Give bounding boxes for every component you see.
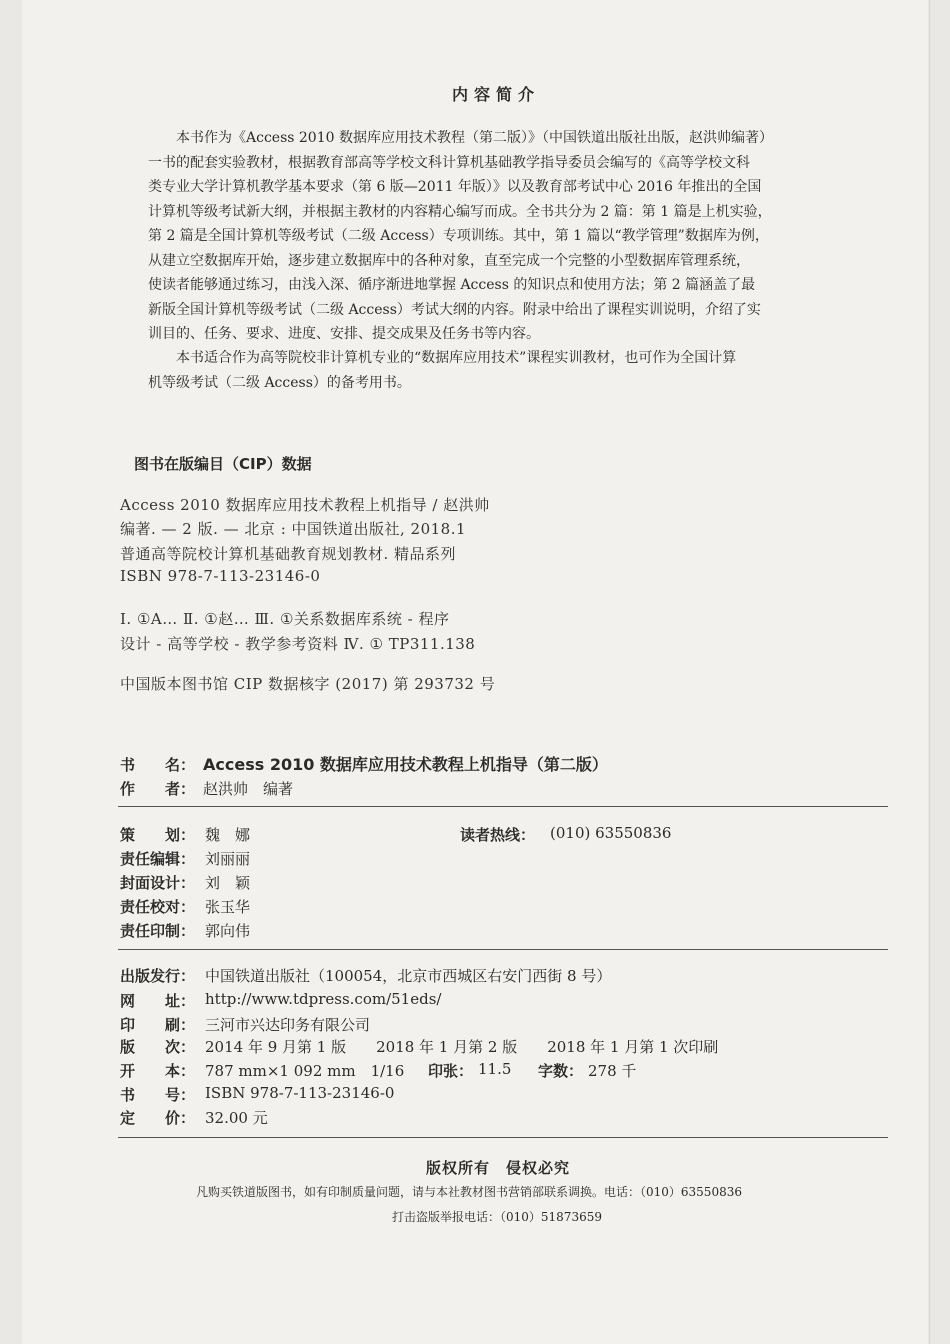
planner-label: 策 划：	[120, 826, 196, 844]
price-label: 定 价：	[120, 1109, 196, 1127]
paragraph-line: 训目的、任务、要求、进度、安排、提交成果及任务书等内容。	[148, 326, 540, 342]
cip-class-line: 设计 - 高等学校 - 教学参考资料 Ⅳ. ① TP311.138	[120, 635, 476, 653]
copyright-notice: 版权所有 侵权必究	[426, 1159, 571, 1177]
editor: 刘丽丽	[205, 850, 251, 868]
hotline: (010) 63550836	[550, 824, 672, 842]
edition: 2014 年 9 月第 1 版 2018 年 1 月第 2 版 2018 年 1 月第 1 次印刷	[205, 1038, 719, 1056]
paragraph-line: 本书适合作为高等院校非计算机专业的“数据库应用技术”课程实训教材，也可作为全国计算	[176, 350, 737, 366]
issuer: 中国铁道出版社（100054，北京市西城区右安门西街 8 号）	[205, 967, 612, 985]
cip-heading: 图书在版编目（CIP）数据	[134, 455, 312, 473]
cip-line: 编著. — 2 版. — 北京 : 中国铁道出版社, 2018.1	[120, 520, 467, 538]
website-label: 网 址：	[120, 992, 196, 1010]
printer-label: 印 刷：	[120, 1016, 196, 1034]
piracy-report-line: 打击盗版举报电话：（010）51873659	[392, 1210, 602, 1224]
cip-line: Access 2010 数据库应用技术教程上机指导 / 赵洪帅	[120, 496, 490, 514]
page-edge	[929, 0, 930, 1344]
print-manager-label: 责任印制：	[120, 922, 196, 940]
paragraph-line: 类专业大学计算机教学基本要求（第 6 版—2011 年版）》以及教育部考试中心 2016 年推出的全国	[148, 179, 762, 195]
hotline-label: 读者热线：	[460, 826, 536, 844]
cip-class-line: Ⅰ. ①A… Ⅱ. ①赵… Ⅲ. ①关系数据库系统 - 程序	[120, 610, 450, 628]
word-count-label: 字数：	[538, 1062, 584, 1080]
intro-paragraph-2	[148, 346, 858, 395]
quality-service-line: 凡购买铁道版图书，如有印制质量问题，请与本社教材图书营销部联系调换。电话：（010）63550836	[196, 1185, 742, 1199]
divider	[118, 1137, 888, 1138]
sheets-label: 印张：	[428, 1062, 474, 1080]
issuer-label: 出版发行：	[120, 967, 196, 985]
format: 787 mm×1 092 mm 1/16	[205, 1062, 405, 1080]
edition-label: 版 次：	[120, 1038, 196, 1056]
sheets: 11.5	[478, 1060, 512, 1078]
paragraph-line: 第 2 篇是全国计算机等级考试（二级 Access）专项训练。其中，第 1 篇以“教学管理”数据库为例，	[148, 228, 769, 244]
paragraph-line: 计算机等级考试新大纲，并根据主教材的内容精心编写而成。全书共分为 2 篇：第 1 篇是上机实验，	[148, 203, 772, 220]
paragraph-line: 一书的配套实验教材，根据教育部高等学校文科计算机基础教学指导委员会编写的《高等学校文科	[148, 154, 750, 171]
isbn-label: 书 号：	[120, 1086, 196, 1104]
book-name: Access 2010 数据库应用技术教程上机指导（第二版）	[203, 755, 608, 774]
cip-line: 普通高等院校计算机基础教育规划教材. 精品系列	[120, 545, 457, 563]
paragraph-line: 从建立空数据库开始，逐步建立数据库中的各种对象，直至完成一个完整的小型数据库管理系统，	[148, 252, 750, 269]
proofreader-label: 责任校对：	[120, 898, 196, 916]
paragraph-line: 新版全国计算机等级考试（二级 Access）考试大纲的内容。附录中给出了课程实训说明，介绍了实	[148, 301, 761, 318]
cover-designer-label: 封面设计：	[120, 874, 196, 892]
divider	[118, 949, 888, 950]
intro-paragraph-1	[148, 126, 858, 347]
author: 赵洪帅 编著	[203, 780, 294, 798]
print-manager: 郭向伟	[205, 922, 251, 940]
website: http://www.tdpress.com/51eds/	[205, 990, 442, 1008]
paragraph-line: 使读者能够通过练习，由浅入深、循序渐进地掌握 Access 的知识点和使用方法；第 2 篇涵盖了最	[148, 277, 756, 293]
cover-designer: 刘 颖	[205, 874, 251, 892]
paragraph-line: 本书作为《Access 2010 数据库应用技术教程（第二版）》（中国铁道出版社出版，赵洪帅编著）	[176, 130, 773, 146]
divider	[118, 806, 888, 807]
paragraph-line: 机等级考试（二级 Access）的备考用书。	[148, 374, 411, 391]
planner: 魏 娜	[205, 826, 251, 844]
author-label: 作 者：	[120, 780, 196, 798]
editor-label: 责任编辑：	[120, 850, 196, 868]
format-label: 开 本：	[120, 1062, 196, 1080]
intro-title: 内容简介	[452, 85, 541, 104]
book-name-label: 书 名：	[120, 756, 196, 774]
printer: 三河市兴达印务有限公司	[205, 1016, 371, 1034]
price: 32.00 元	[205, 1109, 268, 1127]
word-count: 278 千	[588, 1062, 637, 1080]
proofreader: 张玉华	[205, 898, 251, 916]
cip-line: ISBN 978-7-113-23146-0	[120, 567, 321, 585]
isbn: ISBN 978-7-113-23146-0	[205, 1084, 395, 1102]
cip-record: 中国版本图书馆 CIP 数据核字 (2017) 第 293732 号	[120, 675, 496, 693]
